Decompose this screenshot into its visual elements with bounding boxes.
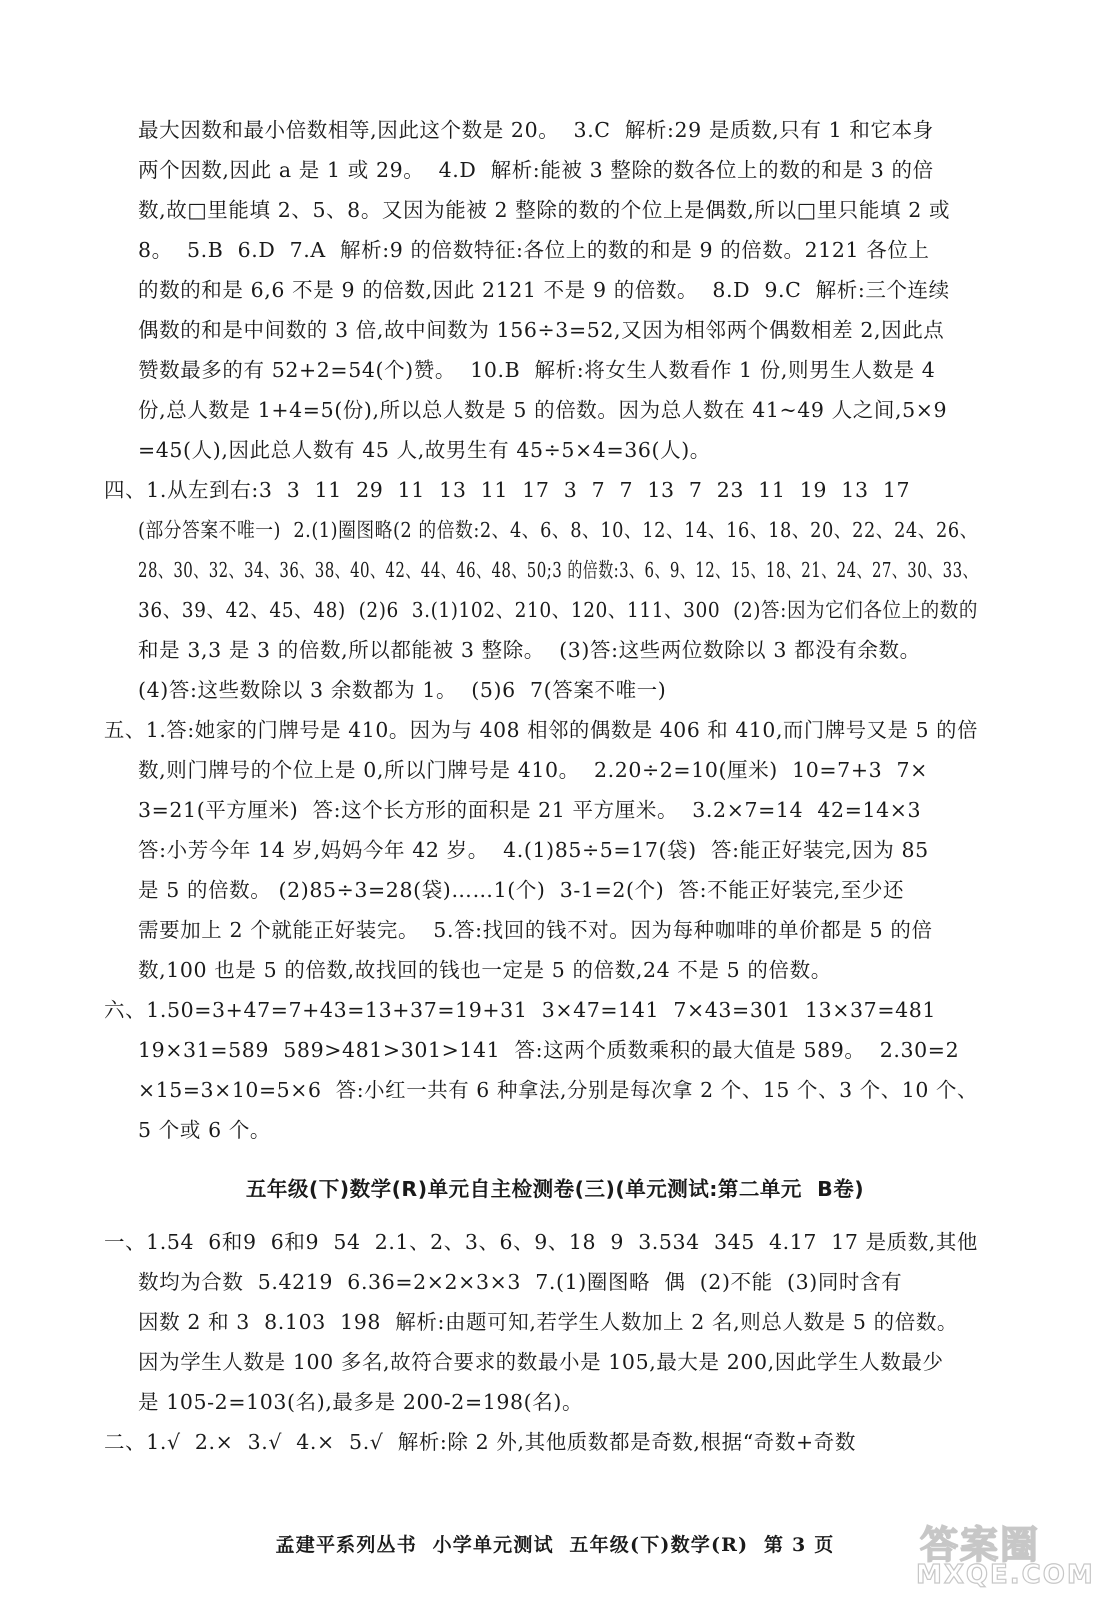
text-line: ×15=3×10=5×6 答:小红一共有 6 种拿法,分别是每次拿 2 个、15 个、3 个、10 个、 bbox=[138, 1078, 978, 1102]
section-five-line: 五、1.答:她家的门牌号是 410。因为与 408 相邻的偶数是 406 和 410,而门牌号又是 5 的倍 bbox=[104, 718, 978, 742]
text-line: 数均为合数 5.4219 6.36=2×2×3×3 7.(1)圈图略 偶 (2)不能 (3)同时含有 bbox=[138, 1270, 903, 1294]
section-title: 五年级(下)数学(R)单元自主检测卷(三)(单元测试:第二单元 B卷) bbox=[245, 1177, 865, 1201]
text-line: 数,故□里能填 2、5、8。又因为能被 2 整除的数的个位上是偶数,所以□里只能填 2 或 bbox=[138, 198, 951, 222]
watermark-logo bbox=[912, 1514, 1095, 1592]
text-line: 8。 5.B 6.D 7.A 解析:9 的倍数特征:各位上的数的和是 9 的倍数。2121 各位上 bbox=[138, 238, 930, 262]
section-one-line: 一、1.54 6和9 6和9 54 2.1、2、3、6、9、18 9 3.534 345 4.17 17 是质数,其他 bbox=[104, 1230, 978, 1254]
text-line: 因数 2 和 3 8.103 198 解析:由题可知,若学生人数加上 2 名,则总人数是 5 的倍数。 bbox=[138, 1310, 959, 1334]
text-line: 3=21(平方厘米) 答:这个长方形的面积是 21 平方厘米。 3.2×7=14 42=14×3 bbox=[138, 798, 922, 822]
text-line: =45(人),因此总人数有 45 人,故男生有 45÷5×4=36(人)。 bbox=[138, 438, 711, 462]
text-line: 和是 3,3 是 3 的倍数,所以都能被 3 整除。 (3)答:这些两位数除以 3 都没有余数。 bbox=[138, 638, 921, 662]
text-line: 答:小芳今年 14 岁,妈妈今年 42 岁。 4.(1)85÷5=17(袋) 答:能正好装完,因为 85 bbox=[138, 838, 929, 862]
text-line: 28、30、32、34、36、38、40、42、44、46、48、50;3 的倍数:3、6、9、12、15、18、21、24、27、30、33、 bbox=[138, 558, 978, 582]
page-footer: 孟建平系列丛书 小学单元测试 五年级(下)数学(R) 第 3 页 bbox=[275, 1534, 835, 1556]
text-line: 是 5 的倍数。 (2)85÷3=28(袋)……1(个) 3-1=2(个) 答:不能正好装完,至少还 bbox=[138, 878, 905, 902]
text-line: 偶数的和是中间数的 3 倍,故中间数为 156÷3=52,又因为相邻两个偶数相差 2,因此点 bbox=[138, 318, 945, 342]
section-four-line: 四、1.从左到右:3 3 11 29 11 13 11 17 3 7 7 13 7 23 11 19 13 17 bbox=[104, 478, 911, 502]
text-line: 19×31=589 589>481>301>141 答:这两个质数乘积的最大值是 589。 2.30=2 bbox=[138, 1038, 960, 1062]
text-line: 5 个或 6 个。 bbox=[138, 1118, 272, 1142]
text-line: 最大因数和最小倍数相等,因此这个数是 20。 3.C 解析:29 是质数,只有 1 和它本身 bbox=[138, 118, 934, 142]
section-six-line: 六、1.50=3+47=7+43=13+37=19+31 3×47=141 7×43=301 13×37=481 bbox=[104, 998, 937, 1022]
text-line: 赞数最多的有 52+2=54(个)赞。 10.B 解析:将女生人数看作 1 份,则男生人数是 4 bbox=[138, 358, 936, 382]
watermark-logo-url: MXQE.COM bbox=[916, 1560, 1095, 1590]
section-two-line: 二、1.√ 2.× 3.√ 4.× 5.√ 解析:除 2 外,其他质数都是奇数,根据“奇数+奇数 bbox=[104, 1430, 856, 1454]
text-line: 数,100 也是 5 的倍数,故找回的钱也一定是 5 的倍数,24 不是 5 的倍数。 bbox=[138, 958, 832, 982]
text-line: 是 105-2=103(名),最多是 200-2=198(名)。 bbox=[138, 1390, 584, 1414]
text-line: 需要加上 2 个就能正好装完。 5.答:找回的钱不对。因为每种咖啡的单价都是 5 的倍 bbox=[138, 918, 933, 942]
text-line: 的数的和是 6,6 不是 9 的倍数,因此 2121 不是 9 的倍数。 8.D 9.C 解析:三个连续 bbox=[138, 278, 950, 302]
text-line: 数,则门牌号的个位上是 0,所以门牌号是 410。 2.20÷2=10(厘米) 10=7+3 7× bbox=[138, 758, 928, 782]
text-line: 份,总人数是 1+4=5(份),所以总人数是 5 的倍数。因为总人数在 41~49 人之间,5×9 bbox=[138, 398, 948, 422]
text-line: 36、39、42、45、48) (2)6 3.(1)102、210、120、111、300 (2)答:因为它们各位上的数的 bbox=[138, 598, 978, 622]
watermark-logo-top: 答案圈 bbox=[920, 1523, 1041, 1567]
text-line: 因为学生人数是 100 多名,故符合要求的数最小是 105,最大是 200,因此学生人数最少 bbox=[138, 1350, 944, 1374]
text-line: (4)答:这些数除以 3 余数都为 1。 (5)6 7(答案不唯一) bbox=[138, 678, 667, 702]
text-line: 两个因数,因此 a 是 1 或 29。 4.D 解析:能被 3 整除的数各位上的数的和是 3 的倍 bbox=[138, 158, 934, 182]
text-line: (部分答案不唯一) 2.(1)圈图略(2 的倍数:2、4、6、8、10、12、14、16、18、20、22、24、26、 bbox=[138, 518, 978, 542]
